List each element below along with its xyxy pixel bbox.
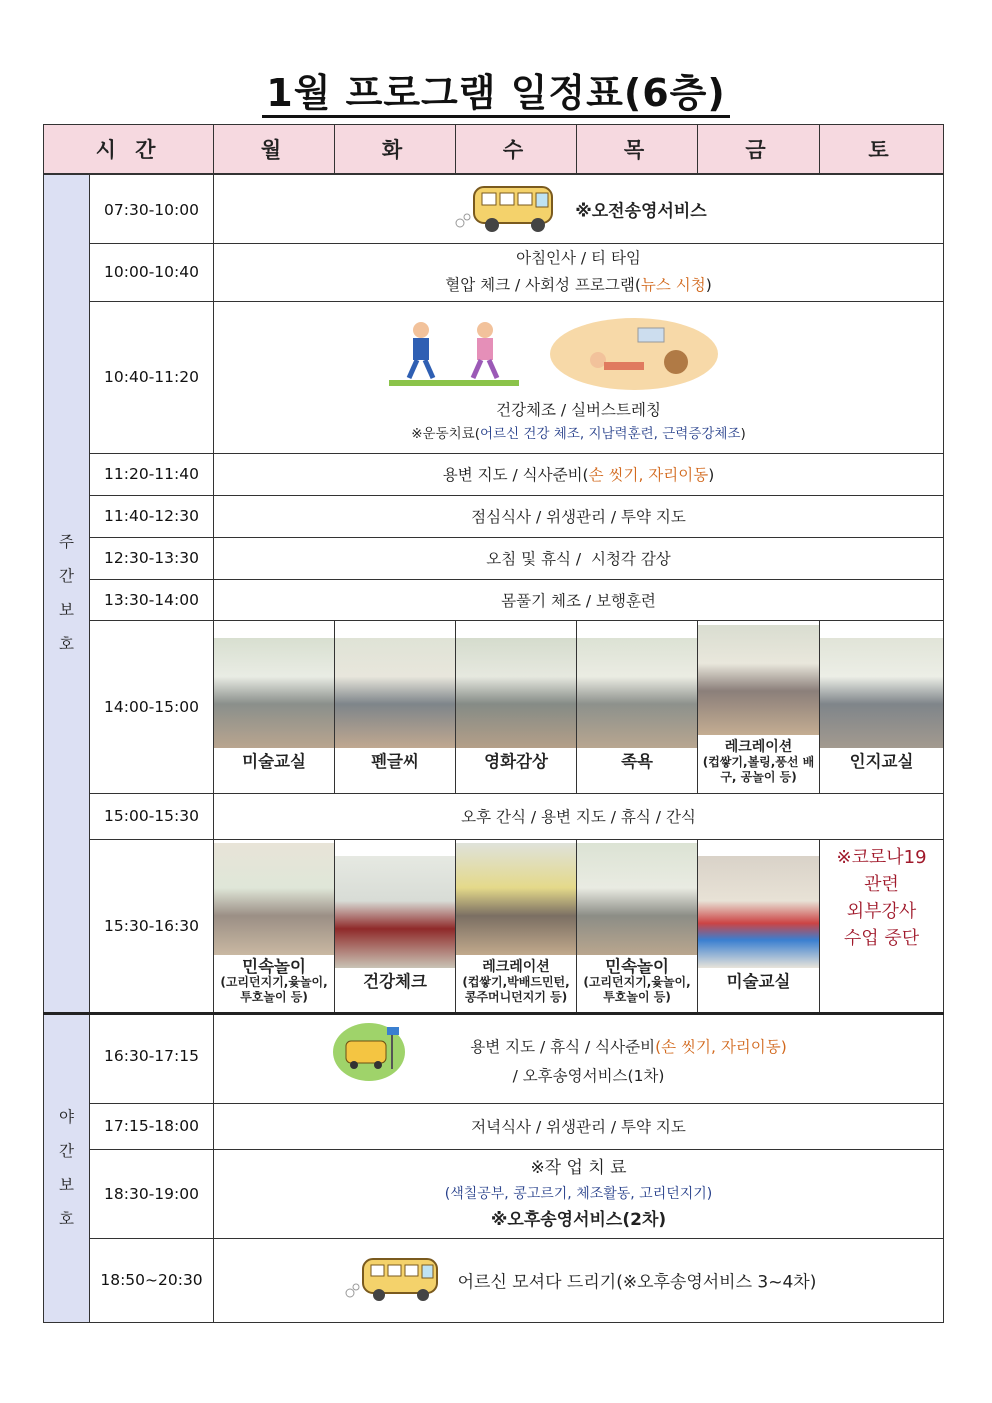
time-cell: 17:15-18:00 <box>90 1103 214 1149</box>
activity-line: 용변 지도 / 휴식 / 식사준비(손 씻기, 자리이동) <box>470 1037 787 1056</box>
activity-line: / 오후송영서비스(1차) <box>512 1066 665 1085</box>
schedule-row <box>44 301 944 453</box>
activity-cell: 저녁식사 / 위생관리 / 투약 지도 <box>214 1103 944 1149</box>
program-cell <box>820 620 944 793</box>
activity-line: 혈압 체크 / 사회성 프로그램(뉴스 시청) <box>445 276 712 294</box>
shuttle-bus-icon <box>341 1255 453 1305</box>
time-cell: 14:00-15:00 <box>90 620 214 793</box>
program-caption: 영화감상 <box>484 752 548 771</box>
schedule-row <box>44 1103 944 1149</box>
schedule-row <box>44 620 944 793</box>
walking-seniors-icon <box>389 318 519 390</box>
covid-notice: ※코로나19 관련 외부강사 수업 중단 <box>836 846 927 949</box>
time-cell: 16:30-17:15 <box>90 1013 214 1103</box>
program-photo <box>335 856 455 968</box>
schedule-row <box>44 174 944 243</box>
program-cell <box>698 620 820 793</box>
header-day-wed: 수 <box>456 125 577 175</box>
time-cell: 13:30-14:00 <box>90 579 214 620</box>
program-caption: 레크레이션 (컵쌓기,박배드민턴, 콩주머니던지기 등) <box>462 958 570 1004</box>
activity-cell <box>214 301 944 453</box>
program-caption: 건강체크 <box>363 972 427 991</box>
program-cell <box>577 839 698 1013</box>
program-cell <box>214 839 335 1013</box>
program-caption: 민속놀이 (고리던지기,윷놀이, 투호놀이 등) <box>583 956 691 1004</box>
header-day-sat: 토 <box>820 125 944 175</box>
program-photo <box>456 638 576 748</box>
activity-line: 건강체조 / 실버스트레칭 <box>496 401 661 419</box>
evening-shuttle-text: 어르신 모셔다 드리기(※오후송영서비스 3~4차) <box>457 1272 817 1293</box>
schedule-row <box>44 793 944 839</box>
schedule-row <box>44 1149 944 1238</box>
time-cell: 11:20-11:40 <box>90 453 214 495</box>
activity-line: ※오후송영서비스(2차) <box>490 1209 667 1230</box>
section-day-care: 주간보호 <box>44 174 90 1013</box>
header-row <box>44 125 944 175</box>
header-time: 시 간 <box>44 125 214 175</box>
program-cell <box>335 839 456 1013</box>
program-photo <box>456 843 576 955</box>
program-cell <box>214 620 335 793</box>
time-cell: 07:30-10:00 <box>90 174 214 243</box>
schedule-row <box>44 495 944 537</box>
program-cell <box>698 839 820 1013</box>
header-day-tue: 화 <box>335 125 456 175</box>
activity-cell: 용변 지도 / 식사준비(손 씻기, 자리이동) <box>214 453 944 495</box>
section-night-care: 야간보호 <box>44 1013 90 1322</box>
program-caption: 인지교실 <box>849 752 914 771</box>
program-cell <box>577 620 698 793</box>
header-day-mon: 월 <box>214 125 335 175</box>
program-caption: 민속놀이 (고리던지기,윷놀이, 투호놀이 등) <box>220 956 328 1004</box>
activity-cell <box>214 1238 944 1322</box>
time-cell: 10:40-11:20 <box>90 301 214 453</box>
activity-line: 아침인사 / 티 타임 <box>516 249 641 267</box>
program-caption: 미술교실 <box>726 972 791 991</box>
program-photo <box>698 856 819 968</box>
time-cell: 15:30-16:30 <box>90 839 214 1013</box>
exercise-illustration <box>214 310 943 396</box>
program-cell <box>335 620 456 793</box>
schedule-table <box>43 124 944 1323</box>
bus-stop-icon <box>332 1021 406 1083</box>
activity-cell: 오침 및 휴식 / 시청각 감상 <box>214 537 944 579</box>
page-title: 1월 프로그램 일정표(6층) <box>0 62 992 117</box>
activity-cell <box>214 174 944 243</box>
program-photo <box>577 638 697 748</box>
stretching-scene-icon <box>548 316 720 392</box>
schedule-row <box>44 1238 944 1322</box>
program-caption: 펜글씨 <box>371 752 419 771</box>
time-cell: 12:30-13:30 <box>90 537 214 579</box>
activity-cell: 점심식사 / 위생관리 / 투약 지도 <box>214 495 944 537</box>
activity-cell: 몸풀기 체조 / 보행훈련 <box>214 579 944 620</box>
activity-line: ※작 업 치 료 <box>530 1157 627 1178</box>
program-photo <box>214 843 334 955</box>
shuttle-bus-icon <box>450 181 570 237</box>
time-cell: 11:40-12:30 <box>90 495 214 537</box>
program-photo <box>820 638 943 748</box>
activity-cell <box>214 243 944 301</box>
program-cell <box>456 620 577 793</box>
schedule-row <box>44 243 944 301</box>
program-caption: 미술교실 <box>242 752 306 771</box>
schedule-row <box>44 1013 944 1103</box>
schedule-row <box>44 537 944 579</box>
notice-cell <box>820 839 944 1013</box>
schedule-row <box>44 839 944 1013</box>
program-cell <box>456 839 577 1013</box>
program-photo <box>214 638 334 748</box>
activity-cell: 오후 간식 / 용변 지도 / 휴식 / 간식 <box>214 793 944 839</box>
header-day-fri: 금 <box>698 125 820 175</box>
activity-line: ※운동치료(어르신 건강 체조, 지남력훈련, 근력증강체조) <box>411 426 746 442</box>
program-photo <box>698 625 819 735</box>
header-day-thu: 목 <box>577 125 698 175</box>
time-cell: 10:00-10:40 <box>90 243 214 301</box>
activity-cell <box>214 1149 944 1238</box>
morning-shuttle-text: ※오전송영서비스 <box>575 201 707 222</box>
program-caption: 족욕 <box>621 752 653 771</box>
time-cell: 18:30-19:00 <box>90 1149 214 1238</box>
schedule-row <box>44 579 944 620</box>
activity-line: (색칠공부, 콩고르기, 체조활동, 고리던지기) <box>444 1185 713 1202</box>
time-cell: 15:00-15:30 <box>90 793 214 839</box>
time-cell: 18:50~20:30 <box>90 1238 214 1322</box>
activity-cell <box>214 1013 944 1103</box>
schedule-row <box>44 453 944 495</box>
program-caption: 레크레이션 (컵쌓기,볼링,풍선 배구, 공놀이 등) <box>702 738 815 784</box>
program-photo <box>577 843 697 955</box>
program-photo <box>335 638 455 748</box>
